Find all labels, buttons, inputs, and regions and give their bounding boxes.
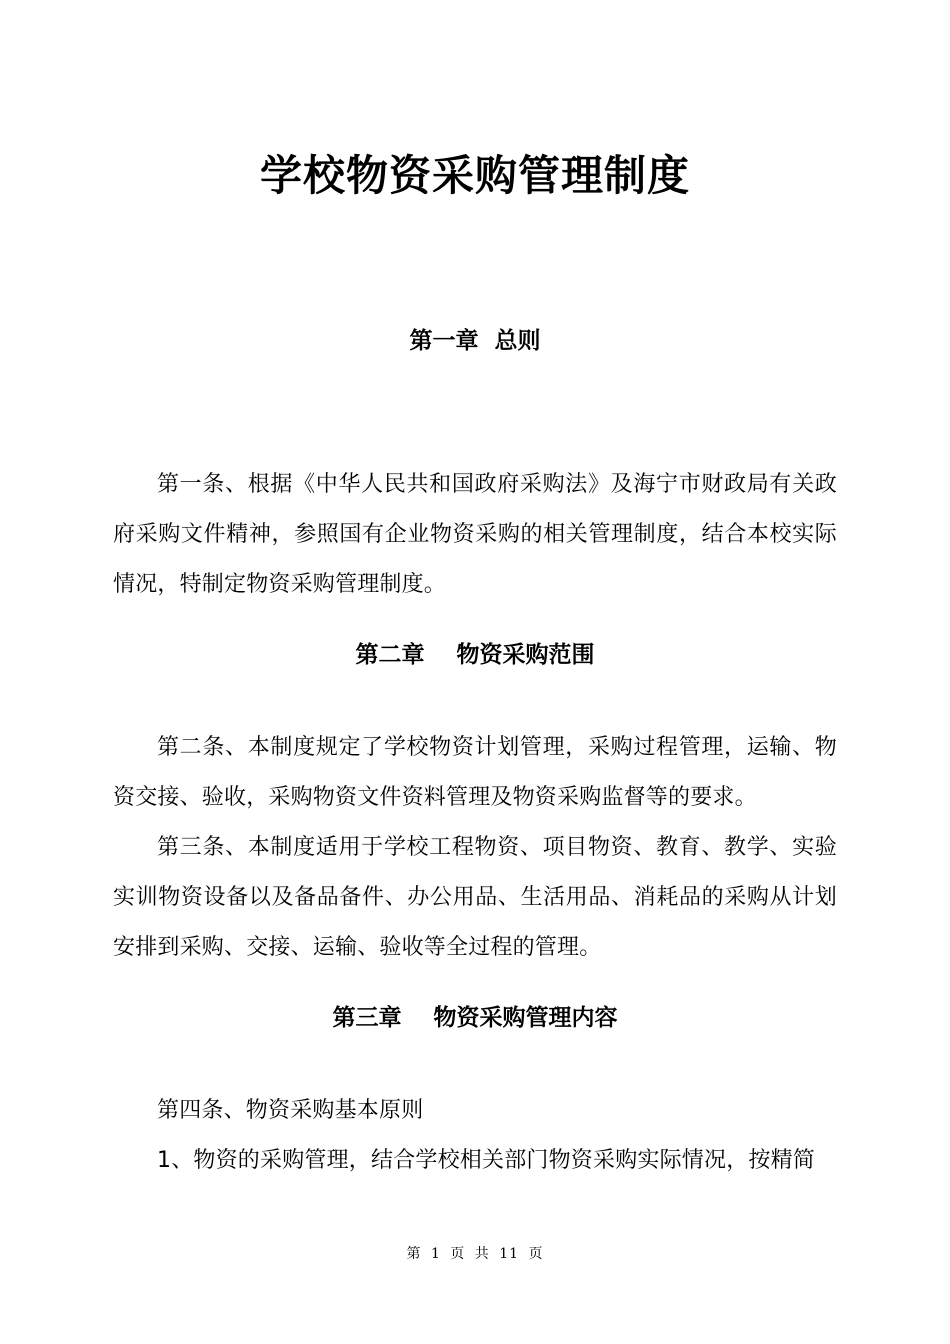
document-title: 学校物资采购管理制度 — [259, 151, 690, 200]
article-4-item-1: 1、物资的采购管理，结合学校相关部门物资采购实际情况，按精简 — [157, 1148, 815, 1173]
chapter-3-heading: 第三章 物资采购管理内容 — [332, 1005, 618, 1031]
article-3-paragraph: 第三条、本制度适用于学校工程物资、项目物资、教育、教学、实验实训物资设备以及备品备件、办公用品、生活用品、消耗品的采购从计划安排到采购、交接、运输、验收等全过程的管理。 — [113, 835, 837, 960]
chapter-1-heading: 第一章 总则 — [409, 328, 541, 354]
chapter-2-heading: 第二章 物资采购范围 — [355, 642, 595, 668]
article-2-paragraph: 第二条、本制度规定了学校物资计划管理，采购过程管理，运输、物资交接、验收，采购物资文件资料管理及物资采购监督等的要求。 — [113, 735, 837, 810]
page-number-footer: 第 1 页 共 11 页 — [406, 1246, 544, 1262]
article-1-paragraph: 第一条、根据《中华人民共和国政府采购法》及海宁市财政局有关政府采购文件精神，参照国有企业物资采购的相关管理制度，结合本校实际情况，特制定物资采购管理制度。 — [113, 472, 837, 597]
article-4-heading: 第四条、物资采购基本原则 — [157, 1098, 424, 1123]
